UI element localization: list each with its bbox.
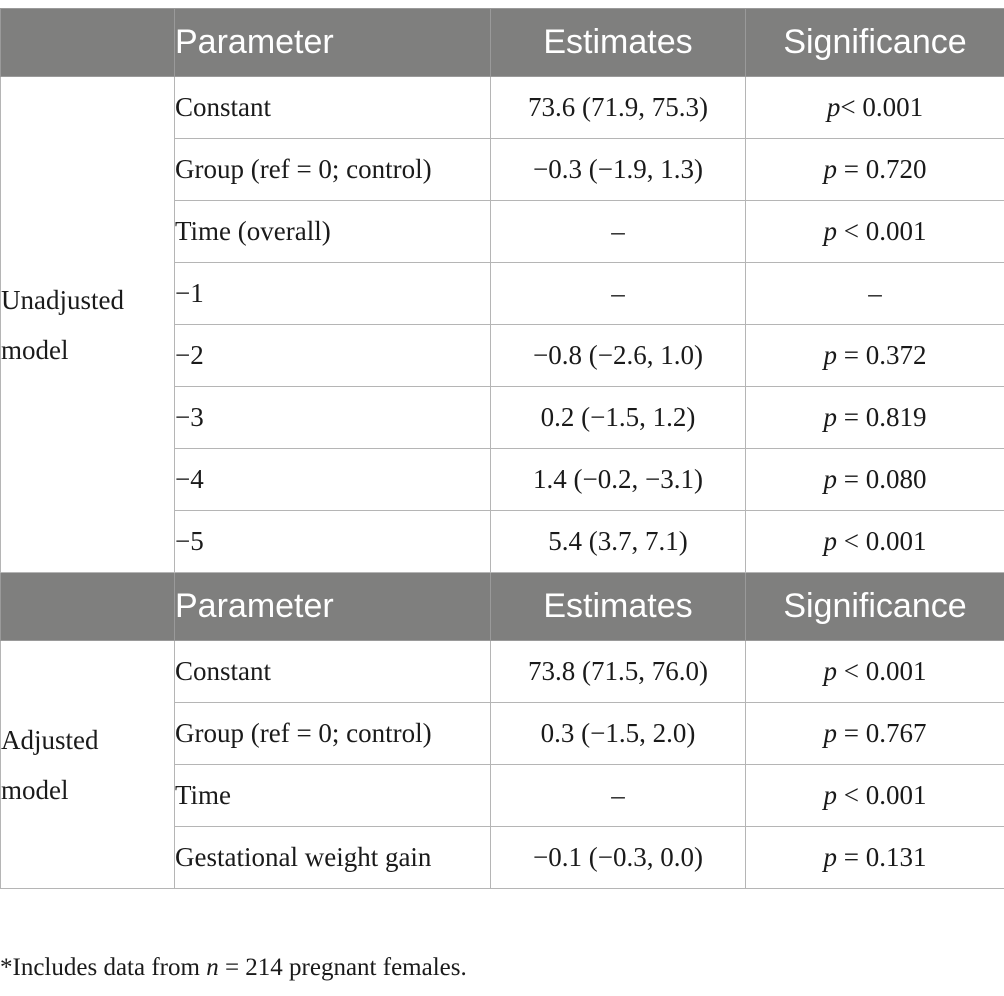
header-significance: Significance [746,573,1004,641]
estimate-cell: 0.2 (−1.5, 1.2) [491,387,746,449]
significance-cell: p < 0.001 [746,201,1004,263]
parameter-cell: Constant [175,77,491,139]
significance-cell: – [746,263,1004,325]
header-row-adjusted [1,573,1004,641]
table-row [1,641,1004,703]
results-table [0,8,1004,889]
parameter-cell: Time (overall) [175,201,491,263]
header-blank [1,573,175,641]
parameter-cell: Gestational weight gain [175,827,491,889]
estimate-cell: −0.8 (−2.6, 1.0) [491,325,746,387]
parameter-cell: −4 [175,449,491,511]
header-significance: Significance [746,9,1004,77]
estimate-cell: – [491,263,746,325]
significance-cell: p = 0.131 [746,827,1004,889]
parameter-cell: Constant [175,641,491,703]
parameter-cell: Group (ref = 0; control) [175,139,491,201]
table-footnote: *Includes data from n = 214 pregnant females. [0,954,467,981]
significance-cell: p < 0.001 [746,511,1004,573]
parameter-cell: −2 [175,325,491,387]
estimate-cell: −0.1 (−0.3, 0.0) [491,827,746,889]
header-blank [1,9,175,77]
significance-cell: p = 0.819 [746,387,1004,449]
estimate-cell: 1.4 (−0.2, −3.1) [491,449,746,511]
significance-cell: p < 0.001 [746,765,1004,827]
parameter-cell: −1 [175,263,491,325]
parameter-cell: Time [175,765,491,827]
estimate-cell: – [491,765,746,827]
parameter-cell: −5 [175,511,491,573]
group-label-adjusted: Adjusted model [1,641,175,889]
significance-cell: p = 0.767 [746,703,1004,765]
estimate-cell: 73.8 (71.5, 76.0) [491,641,746,703]
header-estimates: Estimates [491,9,746,77]
header-parameter: Parameter [175,9,491,77]
significance-cell: p = 0.080 [746,449,1004,511]
significance-cell: p = 0.720 [746,139,1004,201]
estimate-cell: 0.3 (−1.5, 2.0) [491,703,746,765]
significance-cell: p< 0.001 [746,77,1004,139]
header-parameter: Parameter [175,573,491,641]
header-estimates: Estimates [491,573,746,641]
estimate-cell: 73.6 (71.9, 75.3) [491,77,746,139]
estimate-cell: 5.4 (3.7, 7.1) [491,511,746,573]
estimate-cell: – [491,201,746,263]
table-row [1,77,1004,139]
parameter-cell: Group (ref = 0; control) [175,703,491,765]
significance-cell: p < 0.001 [746,641,1004,703]
header-row-unadjusted [1,9,1004,77]
significance-cell: p = 0.372 [746,325,1004,387]
parameter-cell: −3 [175,387,491,449]
group-label-unadjusted: Unadjusted model [1,77,175,573]
estimate-cell: −0.3 (−1.9, 1.3) [491,139,746,201]
